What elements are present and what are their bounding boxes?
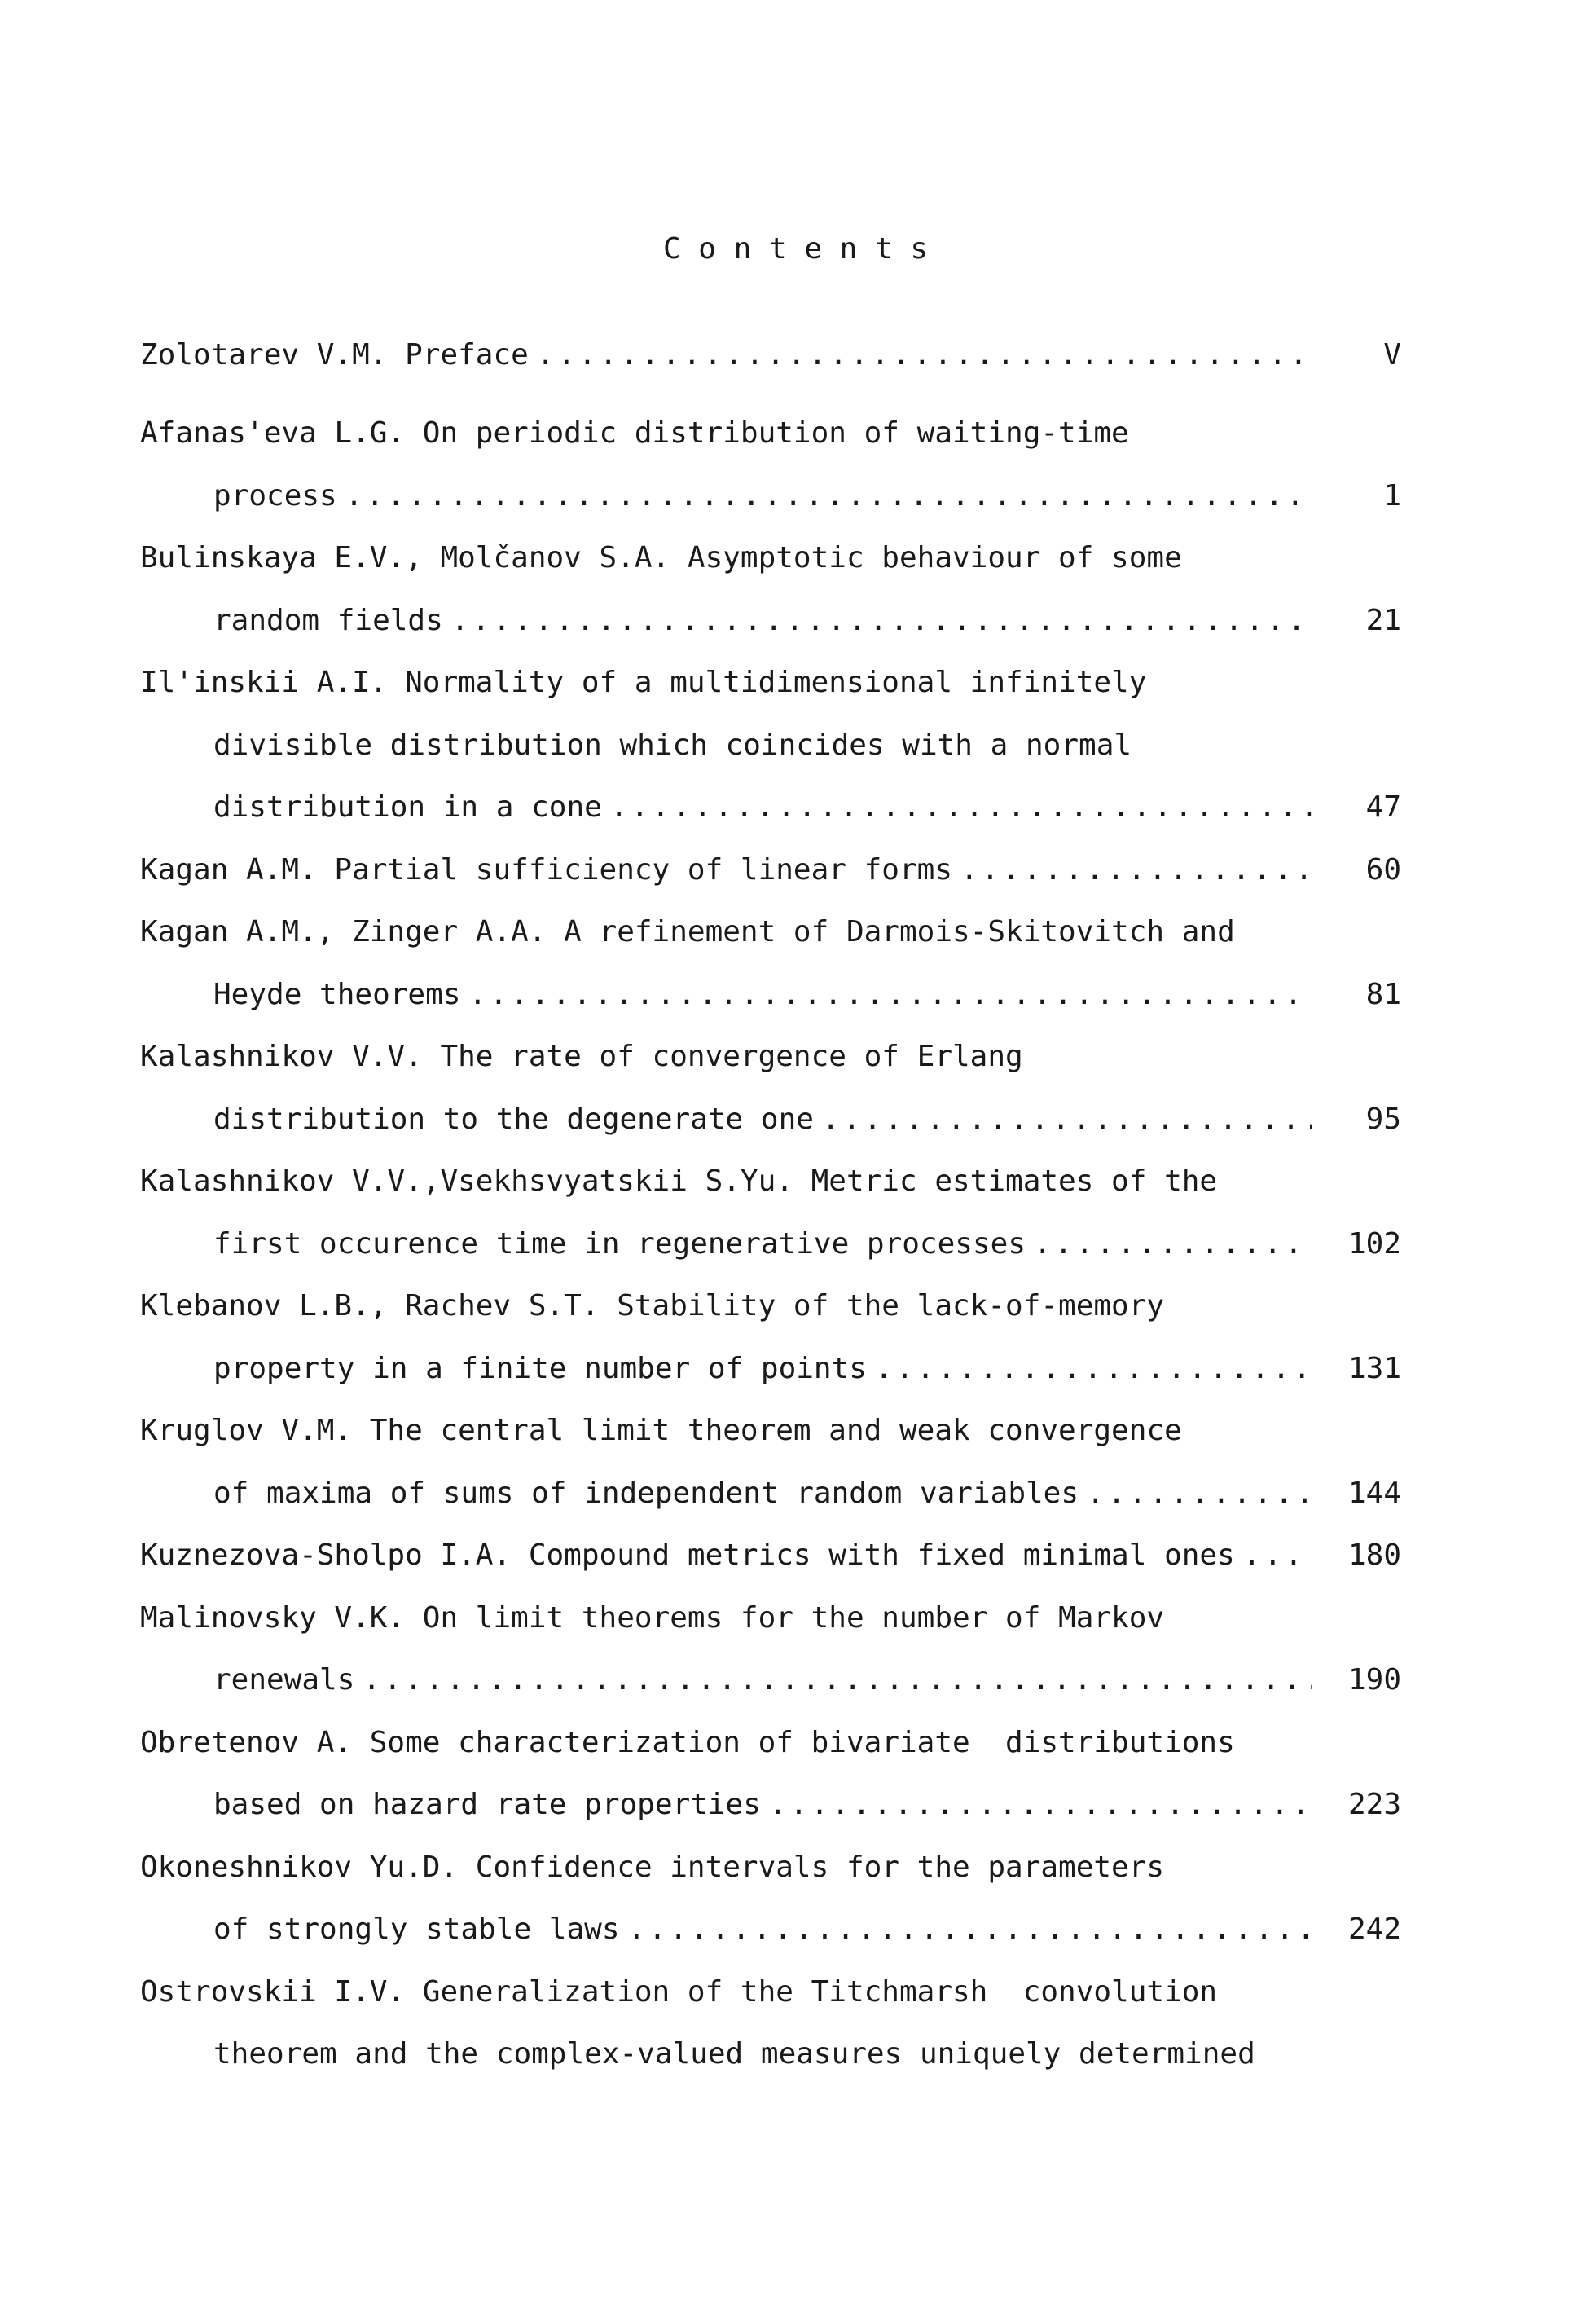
toc-entry-line: Malinovsky V.K. On limit theorems for the number of Markov [140,1600,1165,1635]
toc-entry-line: Ostrovskii I.V. Generalization of the Titchmarsh convolution [140,1974,1218,2009]
dot-leader [628,1912,1312,1948]
toc-entry-continuation [213,1476,1401,1512]
toc-entry-continuation [213,1662,1401,1698]
toc-entry-line: Kagan A.M., Zinger A.A. A refinement of Darmois-Skitovitch and [140,915,1235,949]
toc-entry-line: Afanas'eva L.G. On periodic distribution of waiting-time [140,416,1129,450]
toc-entry-text: based on hazard rate properties [213,1788,761,1821]
toc-page-number: V [1383,338,1401,372]
toc-entry-continuation: divisible distribution which coincides with a normal [213,728,1132,762]
toc-entry-line: Bulinskaya E.V., Molčanov S.A. Asymptotic behaviour of some [140,541,1182,574]
dot-leader [363,1662,1312,1698]
toc-entry-text: of strongly stable laws [213,1912,620,1946]
dot-leader [1034,1226,1312,1262]
toc-page-number: 223 [1347,1788,1401,1821]
toc-entry-text: Kagan A.M. Partial sufficiency of linear forms [140,852,952,887]
toc-entry-line: Okoneshnikov Yu.D. Confidence intervals for the parameters [140,1850,1165,1884]
dot-leader [610,790,1312,825]
toc-entry-line [140,1538,1401,1574]
toc-entry-text: distribution in a cone [213,790,602,824]
toc-entry-continuation [213,1787,1401,1823]
toc-entry-text: property in a finite number of points [213,1351,867,1385]
toc-entry-text: process [213,478,337,513]
dot-leader [769,1787,1312,1823]
toc-page-number: 21 [1365,603,1401,637]
toc-entry-text: Heyde theorems [213,977,461,1011]
toc-entry-text: of maxima of sums of independent random variables [213,1476,1079,1510]
dot-leader [468,977,1312,1013]
toc-entry-continuation: theorem and the complex-valued measures uniquely determined [213,2037,1255,2071]
toc-entry-text: Zolotarev V.M. Preface [140,338,529,372]
toc-entry-text: random fields [213,603,443,637]
toc-entry-continuation [213,603,1401,639]
dot-leader [345,478,1312,514]
toc-entry-text: first occurence time in regenerative processes [213,1226,1026,1261]
toc-page-number: 131 [1347,1351,1401,1385]
toc-entry-continuation [213,1102,1401,1138]
toc-entry-continuation [213,1912,1401,1948]
toc-page-number: 180 [1347,1538,1401,1572]
toc-page-number: 60 [1365,852,1401,887]
toc-page-number: 144 [1347,1476,1401,1510]
toc-page-number: 1 [1383,478,1401,513]
toc-page-number: 47 [1365,790,1401,824]
toc-entry-continuation [213,1351,1401,1387]
toc-entry-text: distribution to the degenerate one [213,1102,814,1136]
toc-entry-line: Klebanov L.B., Rachev S.T. Stability of the lack-of-memory [140,1289,1165,1323]
dot-leader [822,1102,1312,1138]
toc-entry-line: Kalashnikov V.V.,Vsekhsvyatskii S.Yu. Metric estimates of the [140,1164,1218,1198]
toc-page-number: 102 [1347,1226,1401,1261]
toc-entry-text: renewals [213,1663,355,1697]
dot-leader [1087,1476,1312,1512]
toc-entry-line [140,337,1401,373]
toc-entry-continuation [213,1226,1401,1262]
toc-entry-line: Kruglov V.M. The central limit theorem and weak convergence [140,1414,1182,1447]
toc-entry-continuation [213,977,1401,1013]
toc-entry-line: Il'inskii A.I. Normality of a multidimensional infinitely [140,666,1147,699]
toc-page-number: 95 [1365,1102,1401,1136]
dot-leader [960,852,1312,888]
toc-entry-text: Kuznezova-Sholpo I.A. Compound metrics with fixed minimal ones [140,1538,1235,1572]
dot-leader [537,337,1312,373]
toc-entry-line: Obretenov A. Some characterization of bivariate distributions [140,1725,1235,1759]
page-title: C o n t e n t s [662,232,929,266]
dot-leader [1243,1538,1312,1574]
toc-page-number: 81 [1365,977,1401,1011]
dot-leader [875,1351,1312,1387]
toc-entry-continuation [213,790,1401,825]
toc-entry-continuation [213,478,1401,514]
dot-leader [451,603,1312,639]
toc-page-number: 242 [1347,1912,1401,1946]
toc-page-number: 190 [1347,1663,1401,1697]
toc-entry-line: Kalashnikov V.V. The rate of convergence of Erlang [140,1040,1023,1073]
toc-entry-line [140,852,1401,888]
